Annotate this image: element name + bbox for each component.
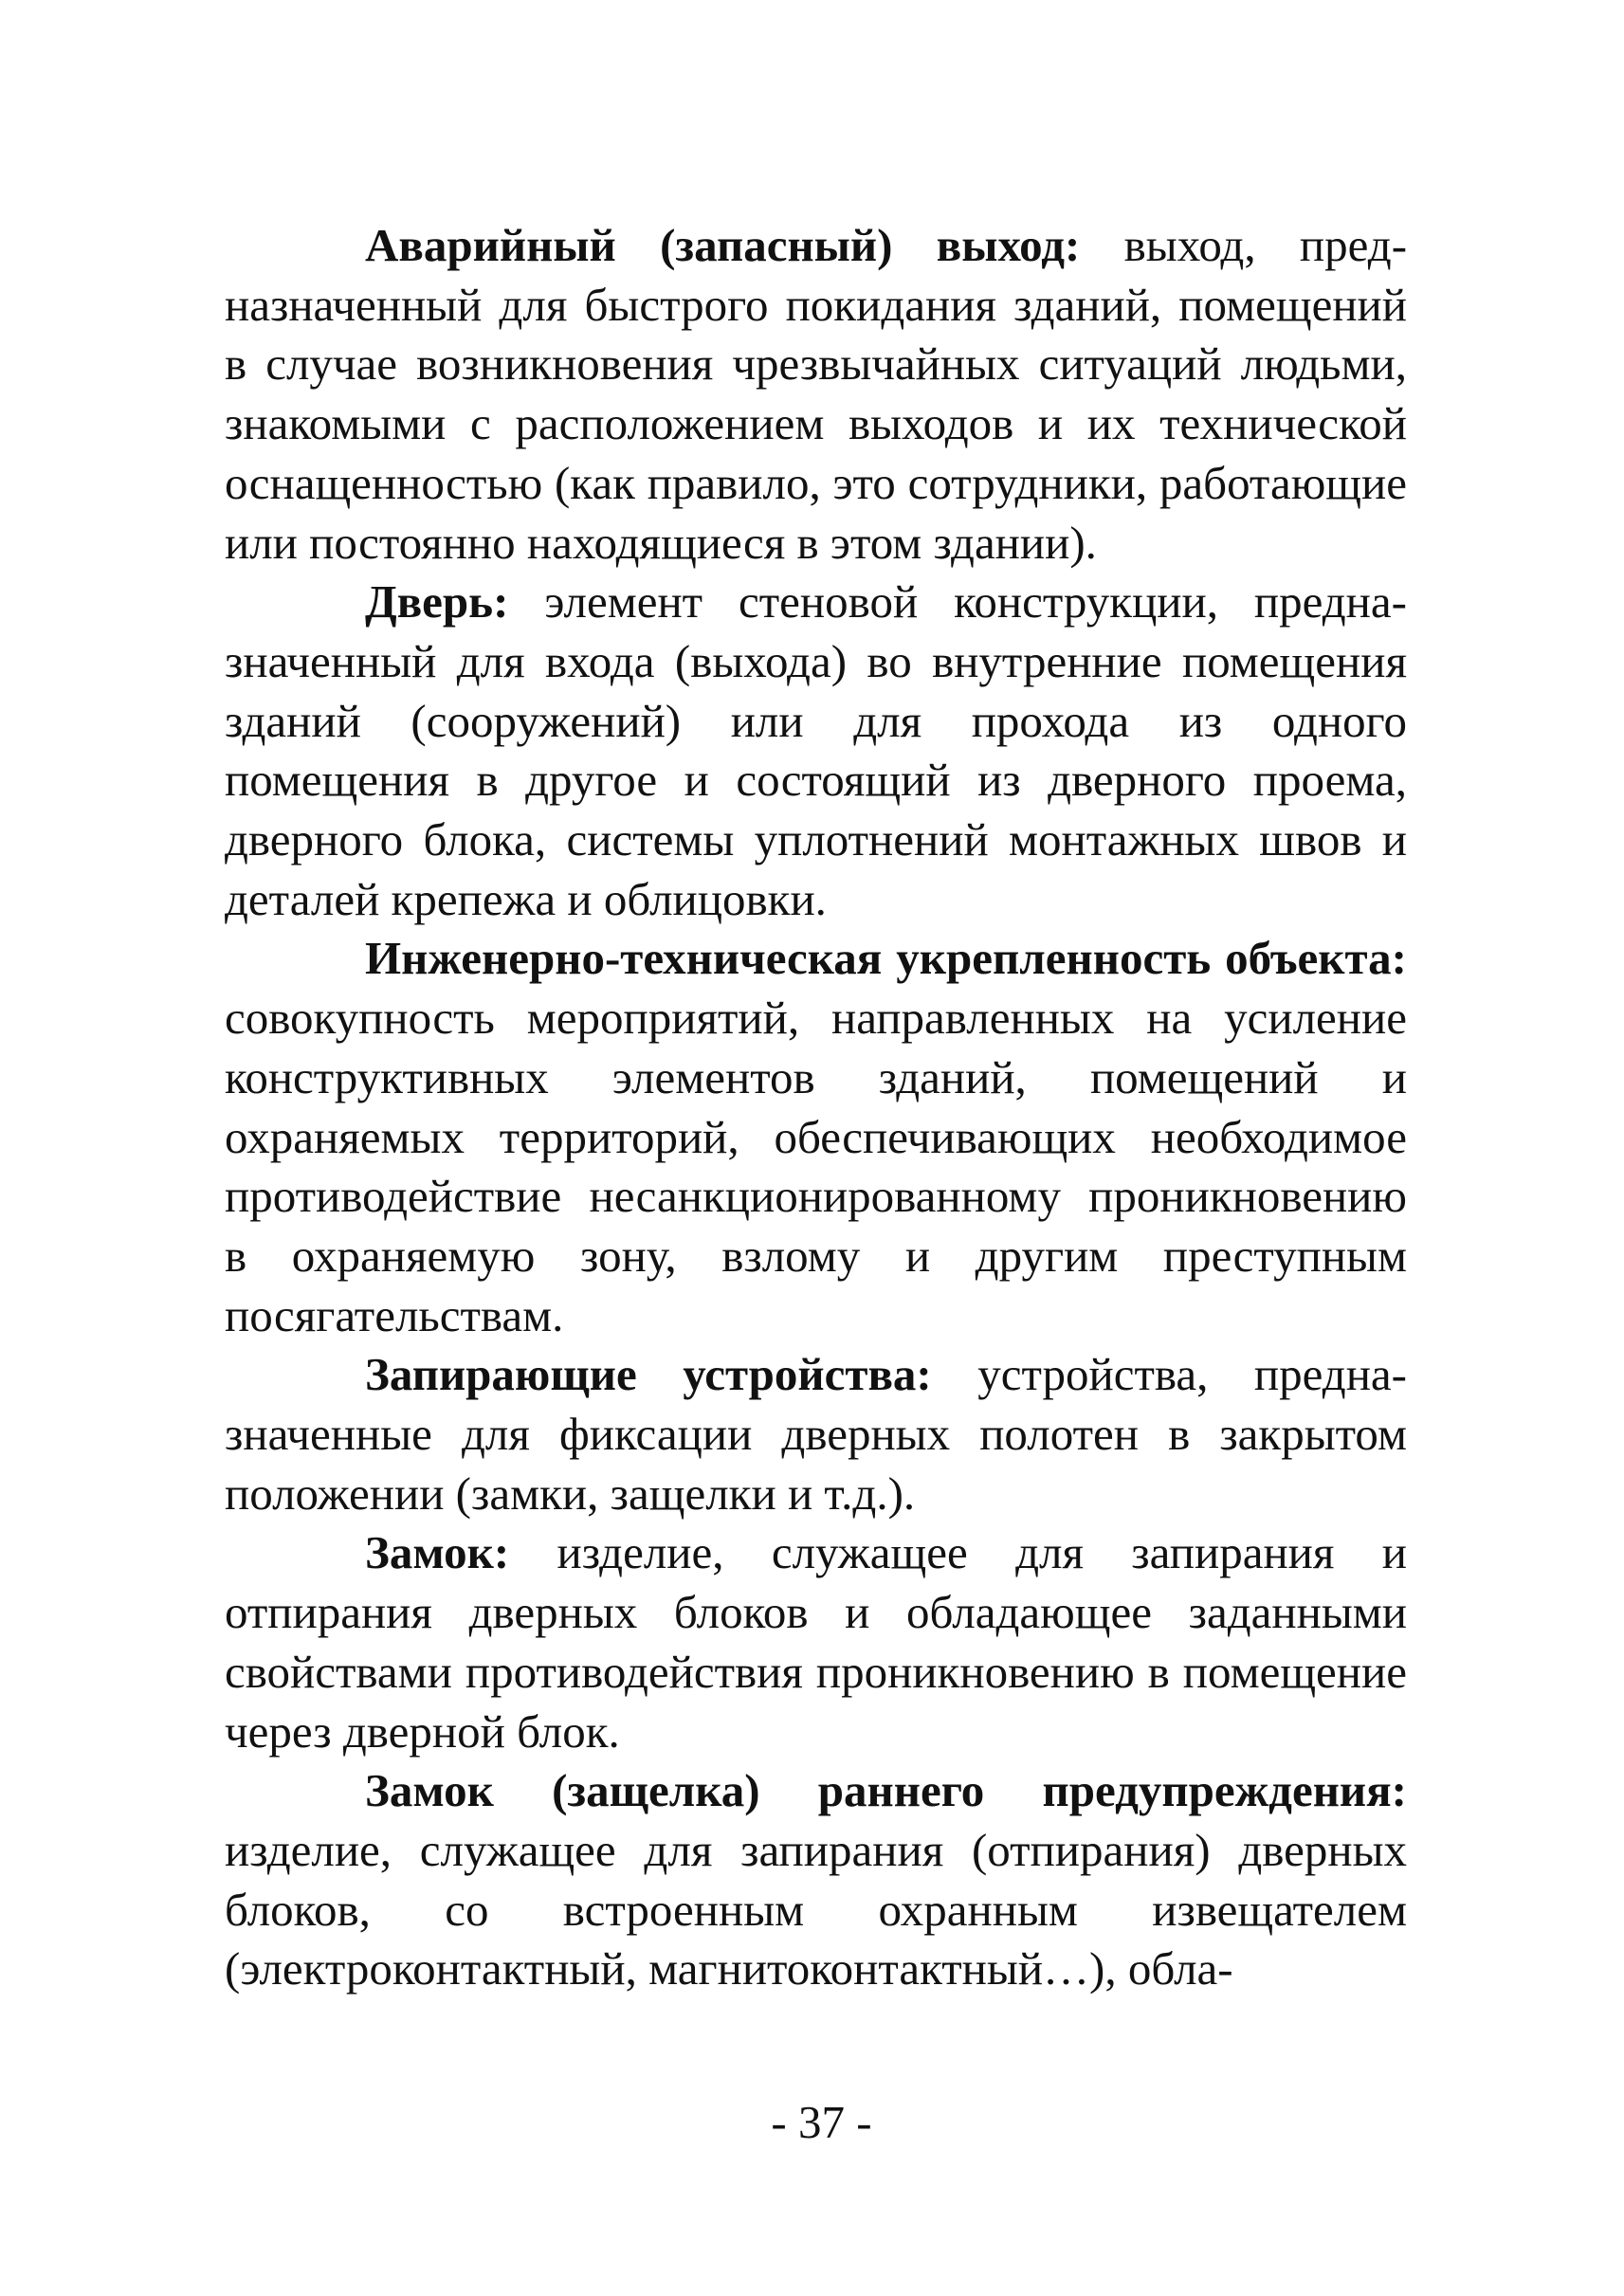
term-emergency-exit: Аварийный (запасный) выход: (365, 219, 1081, 271)
definition-emergency-exit: выход, предназначенный для быстрого покидания зданий, помещений в случае возникновения чрезвычайных ситуаций людьми, знакомыми с расположением выходов и их технической оснащенностью (как правило, это сотрудники, работающие или постоянно находящиеся в этом здании). (225, 219, 1408, 569)
glossary-entry-locking-devices (225, 1345, 1407, 1523)
glossary-entry-door (225, 573, 1407, 929)
definition-early-warning-lock: изделие, служащее для запирания (отпирания) дверных блоков, со встроенным охранным извещателем (электроконтактный, магнитоконтактный…), обла- (225, 1823, 1407, 1995)
definition-locking-devices: устройства, предназначенные для фиксации дверных полотен в закрытом положении (замки, защелки и т.д.). (225, 1348, 1407, 1520)
glossary-entry-early-warning-lock (225, 1761, 1407, 1999)
definition-lock: изделие, служащее для запирания и отпирания дверных блоков и обладающее заданными свойствами противодействия проникновению в помещение через дверной блок. (225, 1526, 1407, 1758)
glossary-entry-emergency-exit (225, 216, 1407, 573)
glossary-entry-lock (225, 1523, 1407, 1761)
term-door: Дверь: (365, 575, 509, 629)
term-engineering-fortification: Инженерно-техническая укрепленность объекта: (365, 932, 1407, 985)
term-early-warning-lock: Замок (защелка) раннего предупреждения: (365, 1764, 1407, 1817)
glossary-text (225, 216, 1407, 1999)
term-lock: Замок: (365, 1526, 510, 1579)
glossary-entry-engineering-fortification (225, 929, 1407, 1345)
term-locking-devices: Запирающие устройства: (365, 1348, 932, 1401)
page-number: - 37 - (771, 2096, 872, 2148)
definition-door: элемент стеновой конструкции, предназначенный для входа (выхода) во внутренние помещения зданий (сооружений) или для прохода из одного помещения в другое и состоящий из дверного проема, дверного блока, системы уплотнений монтажных швов и деталей крепежа и облицовки. (225, 575, 1407, 925)
definition-engineering-fortification: совокупность мероприятий, направленных на усиление конструктивных элементов зданий, помещений и охраняемых территорий, обеспечивающих необходимое противодействие несанкционированному проникновению в охраняемую зону, взлому и другим преступным посягательствам. (225, 992, 1407, 1341)
